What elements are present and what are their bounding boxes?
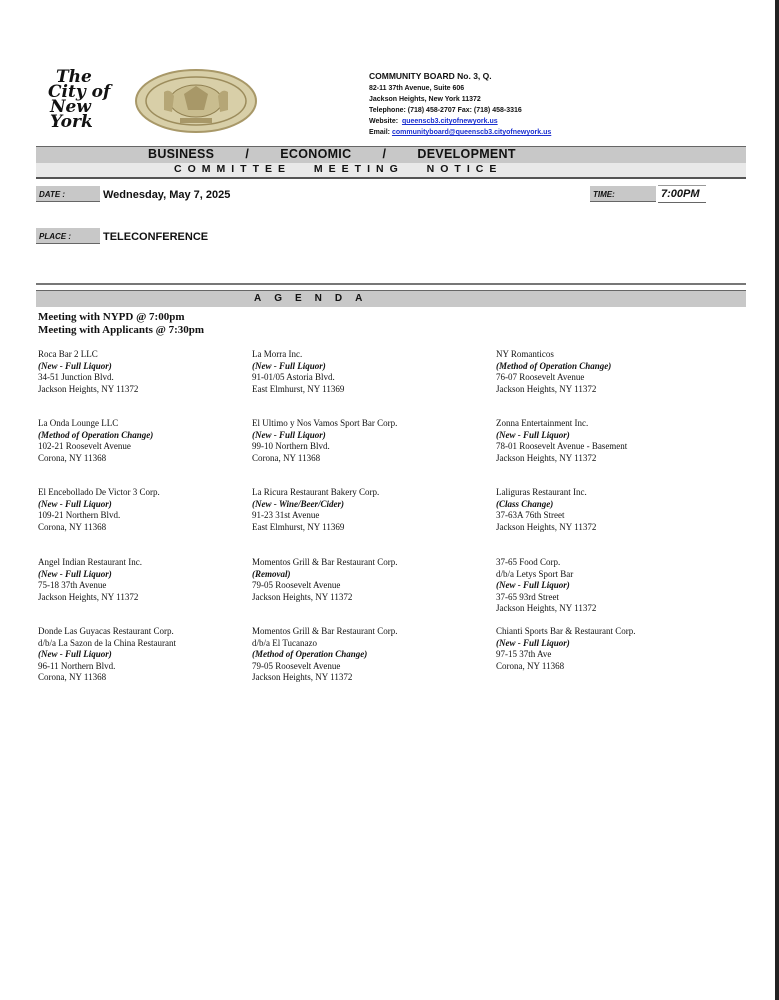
city-of-new-york-logo: The City of New York [48,67,111,132]
applicant-dba: d/b/a El Tucanazo [252,637,317,648]
applicant-name: La Onda Lounge LLC [38,418,119,428]
applicant-address: 96-11 Northern Blvd. [38,660,116,671]
application-type: (Removal) [252,568,291,579]
applicant-address: Jackson Heights, NY 11372 [496,521,597,532]
applicant-address: Corona, NY 11368 [38,521,107,532]
agenda-entry [252,487,482,533]
board-website-row: Website: queenscb3.cityofnewyork.us [369,118,498,125]
agenda-entry [496,487,726,533]
application-type: (Class Change) [496,498,554,509]
board-email-row: Email: communityboard@queenscb3.cityofnewyork.us [369,129,552,136]
applicant-address: Corona, NY 11368 [496,660,565,671]
board-address: 82-11 37th Avenue, Suite 606 [369,85,465,92]
applicant-address: 78-01 Roosevelt Avenue - Basement [496,441,628,451]
applicant-address: 109-21 Northern Blvd. [38,510,121,520]
application-type: (Method of Operation Change) [38,429,154,440]
agenda-entry [496,557,726,615]
applicant-address: Corona, NY 11368 [38,452,107,463]
applicant-name: Donde Las Guyacas Restaurant Corp. [38,626,174,636]
applicant-address: 75-18 37th Avenue [38,580,107,590]
applicant-address: 79-05 Roosevelt Avenue [252,660,341,671]
applicant-address: East Elmhurst, NY 11369 [252,521,345,532]
application-type: (New - Full Liquor) [252,429,326,440]
applicant-dba: d/b/a La Sazon de la China Restaurant [38,637,176,648]
agenda-entry [38,487,268,533]
application-type: (New - Full Liquor) [496,580,570,590]
applicant-address: 34-51 Junction Blvd. [38,372,114,382]
applicant-address: Jackson Heights, NY 11372 [252,672,353,682]
applicant-address: 37-63A 76th Street [496,510,565,520]
meeting-place: TELECONFERENCE [103,231,209,243]
agenda-entry [496,418,726,464]
page-edge [775,0,779,1000]
application-type: (New - Wine/Beer/Cider) [252,498,344,509]
application-type: (New - Full Liquor) [496,429,570,440]
agenda-entry [38,557,268,603]
applicant-address: Corona, NY 11368 [38,672,107,682]
time-label: TIME: [590,186,656,202]
agenda-entry [496,626,726,672]
applicant-address: 91-01/05 Astoria Blvd. [252,372,335,382]
applicant-address: Jackson Heights, NY 11372 [38,591,139,602]
applicant-name: Zonna Entertainment Inc. [496,418,589,428]
application-type: (New - Full Liquor) [38,498,112,509]
application-type: (New - Full Liquor) [38,568,112,579]
application-type: (New - Full Liquor) [252,360,326,371]
applicant-address: Jackson Heights, NY 11372 [496,452,597,463]
applicant-address: Jackson Heights, NY 11372 [496,383,597,394]
agenda-band [36,290,746,307]
notice-title-band [36,163,746,179]
applicant-name: La Ricura Restaurant Bakery Corp. [252,487,380,497]
applicant-name: El Encebollado De Victor 3 Corp. [38,487,160,497]
application-type: (New - Full Liquor) [38,360,112,371]
applicant-name: Roca Bar 2 LLC [38,349,98,359]
notice-title: COMMITTEE MEETING NOTICE [174,163,503,175]
agenda-entry [38,418,268,464]
agenda-heading: AGENDA [254,293,376,304]
applicant-address: Jackson Heights, NY 11372 [38,383,139,394]
meeting-applicants: Meeting with Applicants @ 7:30pm [38,324,205,336]
applicant-address: Corona, NY 11368 [252,452,321,463]
website-link[interactable]: queenscb3.cityofnewyork.us [401,118,498,125]
agenda-entry [252,349,482,395]
meeting-time: 7:00PM [658,185,706,203]
applicant-name: La Morra Inc. [252,349,303,359]
applicant-name: 37-65 Food Corp. [496,557,561,567]
applicant-address: East Elmhurst, NY 11369 [252,383,345,394]
board-city: Jackson Heights, New York 11372 [369,96,481,103]
applicant-name: Angel Indian Restaurant Inc. [38,557,142,567]
agenda-entry [496,349,726,395]
applicant-address: 91-23 31st Avenue [252,510,320,520]
board-contact-info [369,70,551,138]
applicant-name: El Ultimo y Nos Vamos Sport Bar Corp. [252,418,398,428]
applicant-address: 97-15 37th Ave [496,649,552,659]
applicant-address: 76-07 Roosevelt Avenue [496,372,585,382]
committee-title: BUSINESS / ECONOMIC / DEVELOPMENT [148,147,516,161]
applicant-name: Laliguras Restaurant Inc. [496,487,587,497]
application-type: (New - Full Liquor) [38,649,112,659]
agenda-entry [252,418,482,464]
board-phone: Telephone: (718) 458-2707 Fax: (718) 458-3316 [369,107,522,114]
applicant-name: Momentos Grill & Bar Restaurant Corp. [252,626,398,636]
applicant-address: Jackson Heights, NY 11372 [252,591,353,602]
application-type: (Method of Operation Change) [252,649,368,659]
applicant-dba: d/b/a Letys Sport Bar [496,568,574,579]
place-label: PLACE : [36,228,100,244]
applicant-name: Momentos Grill & Bar Restaurant Corp. [252,557,398,567]
applicant-name: Chianti Sports Bar & Restaurant Corp. [496,626,636,636]
application-type: (New - Full Liquor) [496,637,570,648]
application-type: (Method of Operation Change) [496,360,612,371]
agenda-entry [252,557,482,603]
applicant-address: Jackson Heights, NY 11372 [496,603,597,613]
agenda-entry [38,349,268,395]
date-label: DATE : [36,186,100,202]
city-seal-icon [134,68,258,134]
committee-title-band [36,146,746,163]
meeting-nypd: Meeting with NYPD @ 7:00pm [38,311,185,323]
email-link[interactable]: communityboard@queenscb3.cityofnewyork.us [391,129,552,136]
applicant-name: NY Romanticos [496,349,554,359]
agenda-entry [38,626,268,684]
divider [36,283,746,285]
applicant-address: 102-21 Roosevelt Avenue [38,441,131,451]
board-name: COMMUNITY BOARD No. 3, Q. [369,71,492,81]
applicant-address: 37-65 93rd Street [496,591,559,602]
agenda-entry [252,626,482,684]
meeting-date: Wednesday, May 7, 2025 [103,189,231,201]
applicant-address: 79-05 Roosevelt Avenue [252,580,341,590]
applicant-address: 99-10 Northern Blvd. [252,441,330,451]
